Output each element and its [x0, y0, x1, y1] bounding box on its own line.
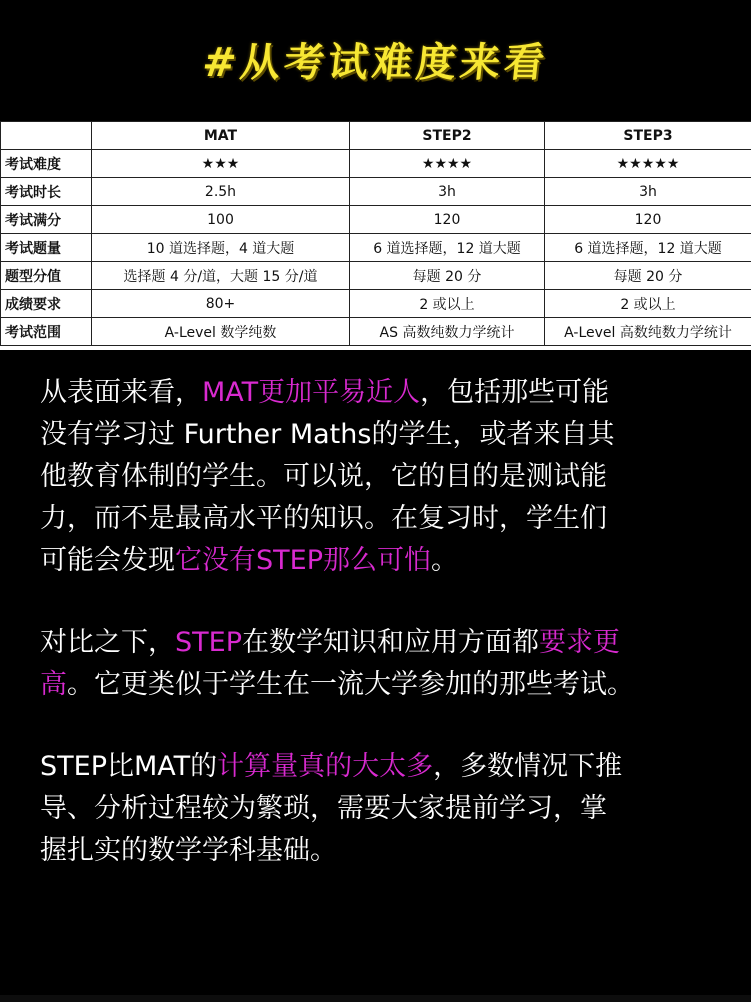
- paragraph: [40, 746, 730, 872]
- paragraph: [40, 622, 730, 706]
- body-text-segment: 可能会发现: [40, 545, 175, 576]
- table-cell: 80+: [92, 290, 350, 318]
- highlighted-text: 要求更: [538, 627, 620, 658]
- table-row: [1, 318, 751, 346]
- table-row: [1, 178, 751, 206]
- header-mat: MAT: [92, 122, 350, 150]
- paragraph: [40, 372, 730, 582]
- table-row: [1, 234, 751, 262]
- highlighted-text: 计算量真的大太多: [217, 751, 434, 782]
- highlighted-text: 高: [40, 669, 67, 700]
- row-label: 考试时长: [1, 178, 92, 206]
- highlighted-text: MAT更加平易近人: [202, 377, 421, 408]
- text-line: [40, 788, 730, 830]
- table-row: [1, 290, 751, 318]
- row-label: 题型分值: [1, 262, 92, 290]
- body-text-segment: 握扎实的数学学科基础。: [40, 835, 337, 866]
- table-cell: ★★★★: [350, 150, 545, 178]
- table-cell: 2 或以上: [545, 290, 751, 318]
- table-cell: 每题 20 分: [350, 262, 545, 290]
- article-body: [40, 372, 730, 912]
- table-cell: 选择题 4 分/道，大题 15 分/道: [92, 262, 350, 290]
- table-cell: 2 或以上: [350, 290, 545, 318]
- body-text-segment: 在数学知识和应用方面都: [241, 627, 539, 658]
- comparison-table: [0, 121, 751, 346]
- title-banner: [0, 0, 751, 118]
- body-text-segment: 没有学习过 Further Maths的学生，或者来自其: [40, 419, 615, 450]
- body-text-segment: 。它更类似于学生在一流大学参加的那些考试。: [67, 669, 634, 700]
- table-cell: AS 高数纯数力学统计: [350, 318, 545, 346]
- row-label: 成绩要求: [1, 290, 92, 318]
- header-step2: STEP2: [350, 122, 545, 150]
- bottom-strip: [0, 995, 751, 1002]
- table-cell: 120: [545, 206, 751, 234]
- table-row: [1, 150, 751, 178]
- row-label: 考试题量: [1, 234, 92, 262]
- body-text-segment: 从表面来看，: [40, 377, 202, 408]
- body-text-segment: 导、分析过程较为繁琐，需要大家提前学习，掌: [40, 793, 607, 824]
- table-cell: 120: [350, 206, 545, 234]
- text-line: [40, 498, 730, 540]
- body-text-segment: STEP比MAT的: [40, 751, 218, 782]
- body-text-segment: 他教育体制的学生。可以说，它的目的是测试能: [40, 461, 607, 492]
- comparison-table-container: [0, 121, 751, 350]
- text-line: [40, 456, 730, 498]
- text-line: [40, 540, 730, 582]
- row-label: 考试满分: [1, 206, 92, 234]
- header-step3: STEP3: [545, 122, 751, 150]
- body-text-segment: ，包括那些可能: [420, 377, 610, 408]
- table-cell: 3h: [350, 178, 545, 206]
- table-row: [1, 206, 751, 234]
- page-title: #从考试难度来看: [199, 39, 551, 86]
- table-cell: 6 道选择题，12 道大题: [545, 234, 751, 262]
- table-row: [1, 262, 751, 290]
- table-cell: 2.5h: [92, 178, 350, 206]
- table-cell: A-Level 高数纯数力学统计: [545, 318, 751, 346]
- text-line: [40, 414, 730, 456]
- header-corner: [1, 122, 92, 150]
- highlighted-text: 它没有STEP那么可怕: [175, 545, 431, 576]
- text-line: [40, 622, 730, 664]
- row-label: 考试范围: [1, 318, 92, 346]
- table-cell: 100: [92, 206, 350, 234]
- highlighted-text: STEP: [175, 627, 242, 658]
- table-cell: 每题 20 分: [545, 262, 751, 290]
- text-line: [40, 372, 730, 414]
- table-cell: A-Level 数学纯数: [92, 318, 350, 346]
- table-cell: 10 道选择题，4 道大题: [92, 234, 350, 262]
- table-cell: 6 道选择题，12 道大题: [350, 234, 545, 262]
- text-line: [40, 664, 730, 706]
- table-cell: ★★★★★: [545, 150, 751, 178]
- body-text-segment: ，多数情况下推: [433, 751, 623, 782]
- table-cell: ★★★: [92, 150, 350, 178]
- body-text-segment: 力，而不是最高水平的知识。在复习时，学生们: [40, 503, 607, 534]
- table-cell: 3h: [545, 178, 751, 206]
- body-text-segment: 对比之下，: [40, 627, 175, 658]
- text-line: [40, 746, 730, 788]
- text-line: [40, 830, 730, 872]
- body-text-segment: 。: [430, 545, 458, 576]
- table-header-row: [1, 122, 751, 150]
- row-label: 考试难度: [1, 150, 92, 178]
